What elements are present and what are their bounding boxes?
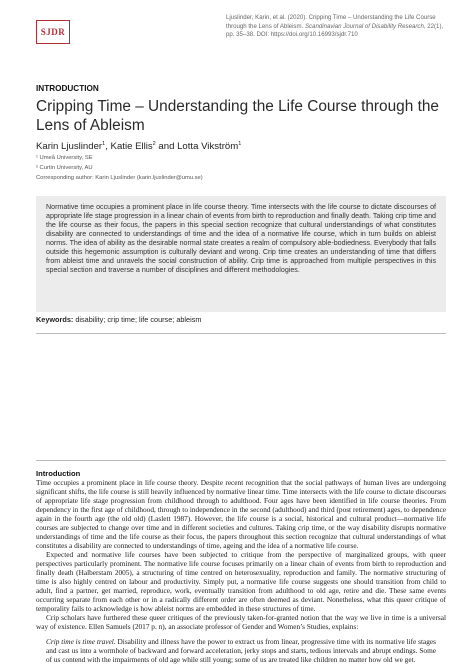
author-affil-mark: 1 [102,141,106,147]
author-name: Lotta Vikström [177,141,239,153]
keywords-value: disability; crip time; life course; ableism [73,315,202,324]
abstract-text: Normative time occupies a prominent place in life course theory. Time intersects with the life course to dictate discourses of appropriate life stage progression in a linear chain of events from birth to reproduction and finally death. Taking crip time and the life course as their focus, the papers in this special section recognize that cultural understandings of what constitutes disability are connected to understandings of time and the idea of a normative life course, which in turn builds on ableist norms. The idea of ability as the desirable normal state creates a realm of compulsory able-bodiedness. Everybody that falls outside this hegemonic assumption is culturally deviant and wrong. Crip time creates an understanding of time that differs from ableist time and unravels the social construction of ability. Crip time is approached from multiple perspectives in this special section and traverse a number of disciplines and different methodologies. [46,203,436,275]
abstract-box [36,196,446,312]
quote-italic: Crip time is time travel. [46,637,116,646]
article-title: Cripping Time – Understanding the Life Course through the Lens of Ableism [36,98,439,134]
corresponding-author[interactable]: Corresponding author: Karin Ljuslinder (karin.ljuslinder@umu.se) [36,175,203,181]
citation-journal: Scandinavian Journal of Disability [304,22,397,30]
section-label: INTRODUCTION [36,84,99,93]
affiliation-1: ¹ Umeå University, SE [36,155,93,161]
citation-volume-doi[interactable]: , 22(1), pp. 35–38. DOI: https://doi.org/10.16993/sjdr.710 [226,22,444,39]
journal-logo: SJDR [36,20,70,44]
author-separator: and [155,141,178,153]
author-separator: , [105,141,111,153]
keywords [36,315,201,324]
citation-line2: Course through the Lens of Ableism. [226,14,436,30]
body-paragraph: Expected and normative life courses have been subjected to critique from the perspective of marginalized groups, with queer perspectives particularly prominent. The normative life course focuses primarily on a linear chain of events from birth to reproduction and finally death (Halberstam 2005), a structuring of time centred on heterosexuality, reproduction and family. The normative structuring of time is also highly centred on labour and productivity. Simply put, a normative life course suggests one should transition from child to adult, find a partner, get married, reproduce, work, eventually transition from adulthood to old age, retire and die. These same events occurring separate from each other or in a radically different order are often deemed as deviant. Nonetheless, what this queer critique of temporality fails to acknowledge is how ableist norms are embedded in these structures of time. [36,550,446,613]
author-name: Katie Ellis [110,141,153,153]
keywords-label: Keywords: [36,315,74,324]
body-paragraph: Time occupies a prominent place in life course theory. Despite recent recognition that the social pathways of human lives are undergoing significant shifts, the life course is still heavily influenced by normative linear time. Time intersects with the life course to dictate discourses of appropriate life stage progression from childhood through to adulthood. Four ages have been identified in life course theories. From dependency in the first age of childhood, through to independence in the second (adulthood) and third (post retirement) ages, to dependence again in the fourth age (the old old) (Laslett 1987). However, the life course is a social, historical and cultural product—normative life courses are subjected to change over time and in different societies and cultures. Taking crip time, or the way disability disrupts normative understandings of time and the life course as their focus, the papers throughout this section recognize that cultural understandings of what constitutes a disability are connected to understandings of time, ageing and the idea of a normative life course. [36,478,446,550]
author-list [36,141,241,152]
citation-header [226,14,444,40]
author-affil-mark: 2 [152,141,156,147]
divider-top [36,333,446,334]
citation-line1: Ljuslinder, Karin, et al. (2020). Cripping Time – Understanding the Life [226,14,415,21]
divider-bottom [36,460,446,461]
block-quote [46,637,436,664]
author-name: Karin Ljuslinder [36,141,103,153]
affiliation-2: ² Curtin University, AU [36,165,93,171]
citation-journal-cont: Research [397,22,424,30]
article-body [36,469,446,664]
quote-text: Disability and illness have the power to extract us from linear, progressive time with its normative life stages and cast us into a wormhole of backward and forward acceleration, jerky stops and starts, tedious intervals and abrupt endings. Some of us contend with the impairments of old age while still young; some of us are treated like children no matter how old we get. [46,637,436,664]
body-paragraph: Crip scholars have furthered these queer critiques of the previously taken-for-granted notion that the way we live in time is a universal way of existence. Ellen Samuels (2017 p. n), an associate professor of Gender and Women’s Studies, explains: [36,613,446,631]
body-heading: Introduction [36,469,81,478]
author-affil-mark: 1 [238,141,242,147]
